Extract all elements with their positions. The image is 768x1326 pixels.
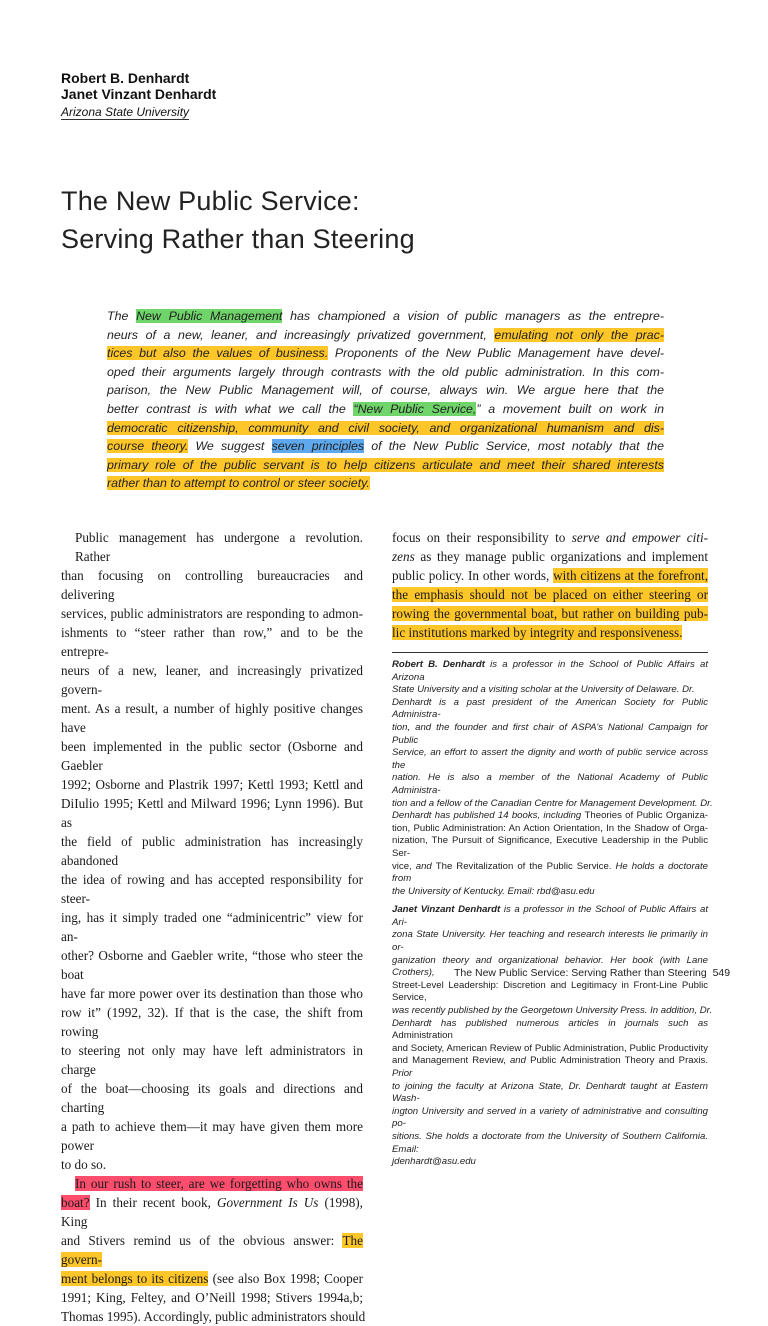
text-segment: better contrast is with what we call the — [107, 401, 354, 416]
text-segment: and Stivers remind us of the obvious answer: — [61, 1233, 343, 1248]
title-line-1: The New Public Service: — [61, 186, 360, 216]
text-segment: public policy. In other words, — [392, 568, 554, 583]
highlighted-text: course theory. — [107, 439, 189, 454]
text-segment: nization, The Pursuit of Significance, Executive Leadership in the Public Ser- — [392, 835, 708, 859]
text-segment: focus on their responsibility to — [392, 530, 572, 545]
text-line — [61, 1117, 363, 1155]
highlighted-text: tion, and the founder and first chair of ASPA’s National Campaign for Public — [392, 721, 708, 746]
text-line — [61, 870, 363, 908]
text-segment: Theories of Public Organiza- — [584, 810, 708, 822]
text-line — [107, 344, 664, 363]
text-line — [392, 980, 708, 1005]
highlighted-text: the emphasis should not be placed on either steering or — [392, 587, 708, 602]
text-segment: and Management Review, — [392, 1055, 506, 1067]
text-segment: 1991; King, Feltey, and O’Neill 1998; Stivers 1994a,b; — [61, 1290, 363, 1305]
text-line — [61, 566, 363, 604]
text-line — [392, 835, 708, 860]
highlighted-text: sitions. She holds a doctorate from the University of Southern California. Email: — [392, 1130, 708, 1155]
highlighted-text: tion and a fellow of the Canadian Centre for Management Development. Dr. — [392, 797, 713, 809]
text-segment: In their recent book, — [89, 1195, 217, 1210]
highlighted-text: and — [411, 860, 436, 872]
text-line — [392, 747, 708, 772]
bio-divider — [392, 652, 708, 653]
highlighted-text: jdenhardt@asu.edu — [392, 1156, 476, 1168]
text-segment: to do so. — [61, 1157, 107, 1172]
text-line — [392, 929, 708, 954]
text-line — [392, 772, 708, 797]
text-line — [61, 1231, 363, 1269]
text-segment: Public management has undergone a revolution. Rather — [75, 530, 363, 564]
text-line — [392, 861, 708, 886]
text-line — [392, 1055, 708, 1080]
text-line — [392, 697, 708, 722]
text-line — [61, 661, 363, 699]
text-line — [61, 1041, 363, 1079]
text-line — [61, 946, 363, 984]
text-line — [61, 1288, 363, 1307]
text-line — [107, 456, 664, 475]
text-line — [107, 307, 664, 326]
text-segment: ment. As a result, a number of highly positive changes have — [61, 701, 363, 735]
text-line — [392, 585, 708, 604]
author-name-2: Janet Vinzant Denhardt — [61, 86, 217, 102]
text-segment: oped their arguments largely through contrasts with the old public administration. In this com- — [107, 364, 664, 379]
text-line — [392, 1081, 708, 1106]
text-line — [392, 566, 708, 585]
text-segment: Public Administration Theory and Praxis. — [530, 1055, 708, 1067]
author-name-1: Robert B. Denhardt — [61, 70, 190, 86]
text-segment: Administration — [392, 1030, 453, 1042]
text-segment: serve and empower citi- — [571, 530, 708, 545]
highlighted-text: to joining the faculty at Arizona State, Dr. Denhardt taught at Eastern Wash- — [392, 1080, 708, 1105]
text-line — [392, 886, 708, 899]
highlighted-text: the University of Kentucky. Email: rbd@asu.edu — [392, 885, 595, 897]
highlighted-text: rather than to attempt to control or steer society. — [107, 476, 370, 491]
text-segment: Proponents of the New Public Management have devel- — [328, 346, 664, 361]
text-line — [107, 381, 664, 400]
text-line — [392, 684, 708, 697]
text-segment: other? Osborne and Gaebler write, “those who steer the boat — [61, 948, 363, 982]
page-number: 549 — [712, 967, 731, 979]
text-line — [107, 363, 664, 382]
bio-author-name: Janet Vinzant Denhardt — [392, 904, 501, 916]
text-segment: Street-Level Leadership: Discretion and Legitimacy in Front-Line Public Service, — [392, 979, 708, 1004]
text-line — [392, 1156, 708, 1169]
body-column-left — [61, 528, 366, 1326]
text-segment: have far more power over its destination than those who — [61, 986, 363, 1001]
text-segment: neurs of a new, leaner, and increasingly privatized govern- — [61, 663, 363, 697]
highlighted-text: Prior — [392, 1068, 413, 1079]
text-line — [392, 604, 708, 623]
text-line — [392, 1005, 713, 1018]
text-segment: Government Is Us — [216, 1195, 319, 1210]
highlighted-text: was recently published by the Georgetown University Press. In addition, Dr. — [392, 1005, 713, 1017]
highlighted-text: Denhardt is a past president of the American Society for Public Administra- — [392, 696, 708, 721]
text-line — [61, 623, 363, 661]
text-segment: Thomas 1995). Accordingly, public administrators should — [61, 1309, 366, 1324]
text-segment: The — [107, 309, 137, 323]
text-segment: services, public administrators are responding to admon- — [61, 606, 363, 621]
text-line — [61, 1193, 363, 1231]
highlighted-text: seven principles — [271, 439, 365, 454]
text-line — [392, 547, 708, 566]
text-line — [392, 797, 713, 811]
highlighted-text: emulating not only the prac- — [494, 327, 664, 342]
text-line — [61, 1269, 363, 1288]
text-line — [61, 1079, 363, 1117]
text-line — [392, 823, 708, 836]
text-line — [392, 659, 708, 684]
text-line — [61, 699, 363, 737]
text-line — [392, 1043, 708, 1056]
text-segment: vice, — [392, 860, 412, 872]
highlighted-text: ington University and served in a variety of administrative and consulting po- — [392, 1105, 708, 1130]
highlighted-text: tices but also the values of business. — [107, 346, 329, 361]
article-title — [61, 182, 415, 258]
highlighted-text: with citizens at the forefront, — [553, 568, 709, 583]
text-segment: than focusing on controlling bureaucracies and delivering — [61, 568, 363, 602]
text-line — [61, 1003, 363, 1041]
highlighted-text: primary role of the public servant is to help citizens articulate and meet their shared interests — [107, 457, 664, 472]
text-segment: parison, the New Public Management will, of course, always win. We argue here that the — [107, 383, 664, 398]
text-line — [392, 810, 708, 823]
text-line — [61, 832, 363, 870]
text-segment: a path to achieve them—it may have given them more power — [61, 1119, 363, 1153]
text-line — [61, 984, 363, 1003]
highlighted-text: In our rush to steer, are we forgetting who owns the — [75, 1176, 363, 1191]
highlighted-text: State University and a visiting scholar at the University of Delaware. Dr. — [392, 684, 695, 696]
highlighted-text: Service, an effort to assert the dignity and worth of public service across the — [392, 747, 708, 771]
text-segment: DiIulio 1995; Kettl and Milward 1996; Lynn 1996). But as — [61, 796, 363, 830]
highlighted-text: Denhardt has published 14 books, including — [392, 810, 585, 822]
text-segment: The Revitalization of the Public Service. — [435, 860, 612, 872]
highlighted-text: ganization theory and organizational behavior. Her book (with Lane Crothers), — [392, 954, 708, 979]
text-segment: the idea of rowing and has accepted responsibility for steer- — [61, 872, 363, 906]
highlighted-text: nation. He is also a member of the National Academy of Public Administra- — [392, 772, 708, 796]
text-line — [61, 908, 363, 946]
highlighted-text: is a professor in the School of Public Affairs at Ari- — [392, 904, 708, 928]
text-line — [61, 604, 363, 623]
highlighted-text: He holds a doctorate from — [392, 860, 709, 885]
highlighted-text: and — [505, 1055, 531, 1067]
text-line — [61, 1155, 363, 1174]
text-segment: tion, Public Administration: An Action Orientation, In the Shadow of Orga- — [392, 822, 708, 834]
highlighted-text: zona State University. Her teaching and research interests lie primarily in or- — [392, 929, 708, 954]
highlighted-text: New Public Management — [136, 309, 283, 323]
text-line — [107, 474, 664, 493]
text-line — [392, 623, 708, 642]
affiliation-text: Arizona State University — [61, 105, 190, 119]
author-block — [61, 70, 216, 120]
highlighted-text: lic institutions marked by integrity and responsiveness. — [392, 625, 683, 640]
text-segment: as they manage public organizations and implement — [414, 549, 708, 564]
author-affiliation — [61, 104, 216, 120]
text-segment: and Society, American Review of Public Administration, Public Productivity — [392, 1042, 708, 1054]
running-title: The New Public Service: Serving Rather than Steering — [454, 967, 707, 979]
text-line — [107, 326, 664, 345]
text-segment: of the boat—choosing its goals and directions and charting — [61, 1081, 363, 1115]
bio-robert-denhardt — [392, 659, 713, 898]
text-line — [61, 737, 363, 775]
highlighted-text: is a professor in the School of Public Affairs at Arizona — [392, 659, 708, 683]
highlighted-text: rowing the governmental boat, but rather on building pub- — [392, 606, 708, 621]
text-segment: of the New Public Service, most notably that the — [364, 439, 664, 454]
text-segment: to steering not only may have left administrators in charge — [61, 1043, 363, 1077]
text-line — [392, 904, 708, 929]
text-segment: We suggest — [188, 439, 272, 454]
highlighted-text: boat? — [61, 1195, 90, 1210]
text-line — [61, 794, 363, 832]
text-line — [392, 722, 708, 747]
text-segment: neurs of a new, leaner, and increasingly privatized government, — [107, 327, 495, 342]
text-segment: ishments to “steer rather than row,” and to be the entrepre- — [61, 625, 363, 659]
text-line — [107, 437, 664, 456]
bio-janet-denhardt — [392, 904, 713, 1168]
text-line — [61, 775, 363, 794]
text-line — [107, 400, 664, 419]
highlighted-text: Denhardt has published numerous articles in journals such as — [392, 1017, 708, 1029]
text-line — [392, 1018, 708, 1043]
highlighted-text: democratic citizenship, community and civil society, and organizational humanism and dis- — [107, 420, 664, 435]
text-line — [392, 528, 708, 547]
text-segment: zens — [392, 549, 415, 564]
text-line — [61, 528, 363, 566]
text-line — [107, 419, 664, 438]
page-footer — [454, 967, 731, 979]
text-segment: (1998), King — [61, 1195, 363, 1229]
text-line — [392, 1131, 708, 1156]
text-line — [61, 1174, 363, 1193]
highlighted-text: The govern- — [61, 1233, 363, 1267]
highlighted-text: “New Public Service, — [353, 401, 477, 416]
text-segment: ” a movement built on work in — [476, 401, 664, 416]
text-line — [392, 1106, 708, 1131]
text-line — [61, 1307, 366, 1326]
abstract — [107, 307, 664, 493]
bio-author-name: Robert B. Denhardt — [392, 659, 485, 670]
text-segment: the field of public administration has increasingly abandoned — [61, 834, 363, 868]
text-segment: has championed a vision of public managers as the entrepre- — [282, 309, 665, 323]
text-segment: (see also Box 1998; Cooper — [208, 1271, 363, 1286]
title-line-2: Serving Rather than Steering — [61, 224, 415, 254]
text-segment: ing, has it simply traded one “adminicentric” view for an- — [61, 910, 363, 944]
highlighted-text: ment belongs to its citizens — [61, 1271, 209, 1286]
text-segment: been implemented in the public sector (Osborne and Gaebler — [61, 739, 363, 773]
body-column-right — [392, 528, 708, 642]
text-segment: 1992; Osborne and Plastrik 1997; Kettl 1993; Kettl and — [61, 777, 363, 792]
author-bios — [392, 659, 713, 1169]
text-segment: row it” (1992, 32). If that is the case, the shift from rowing — [61, 1005, 363, 1039]
